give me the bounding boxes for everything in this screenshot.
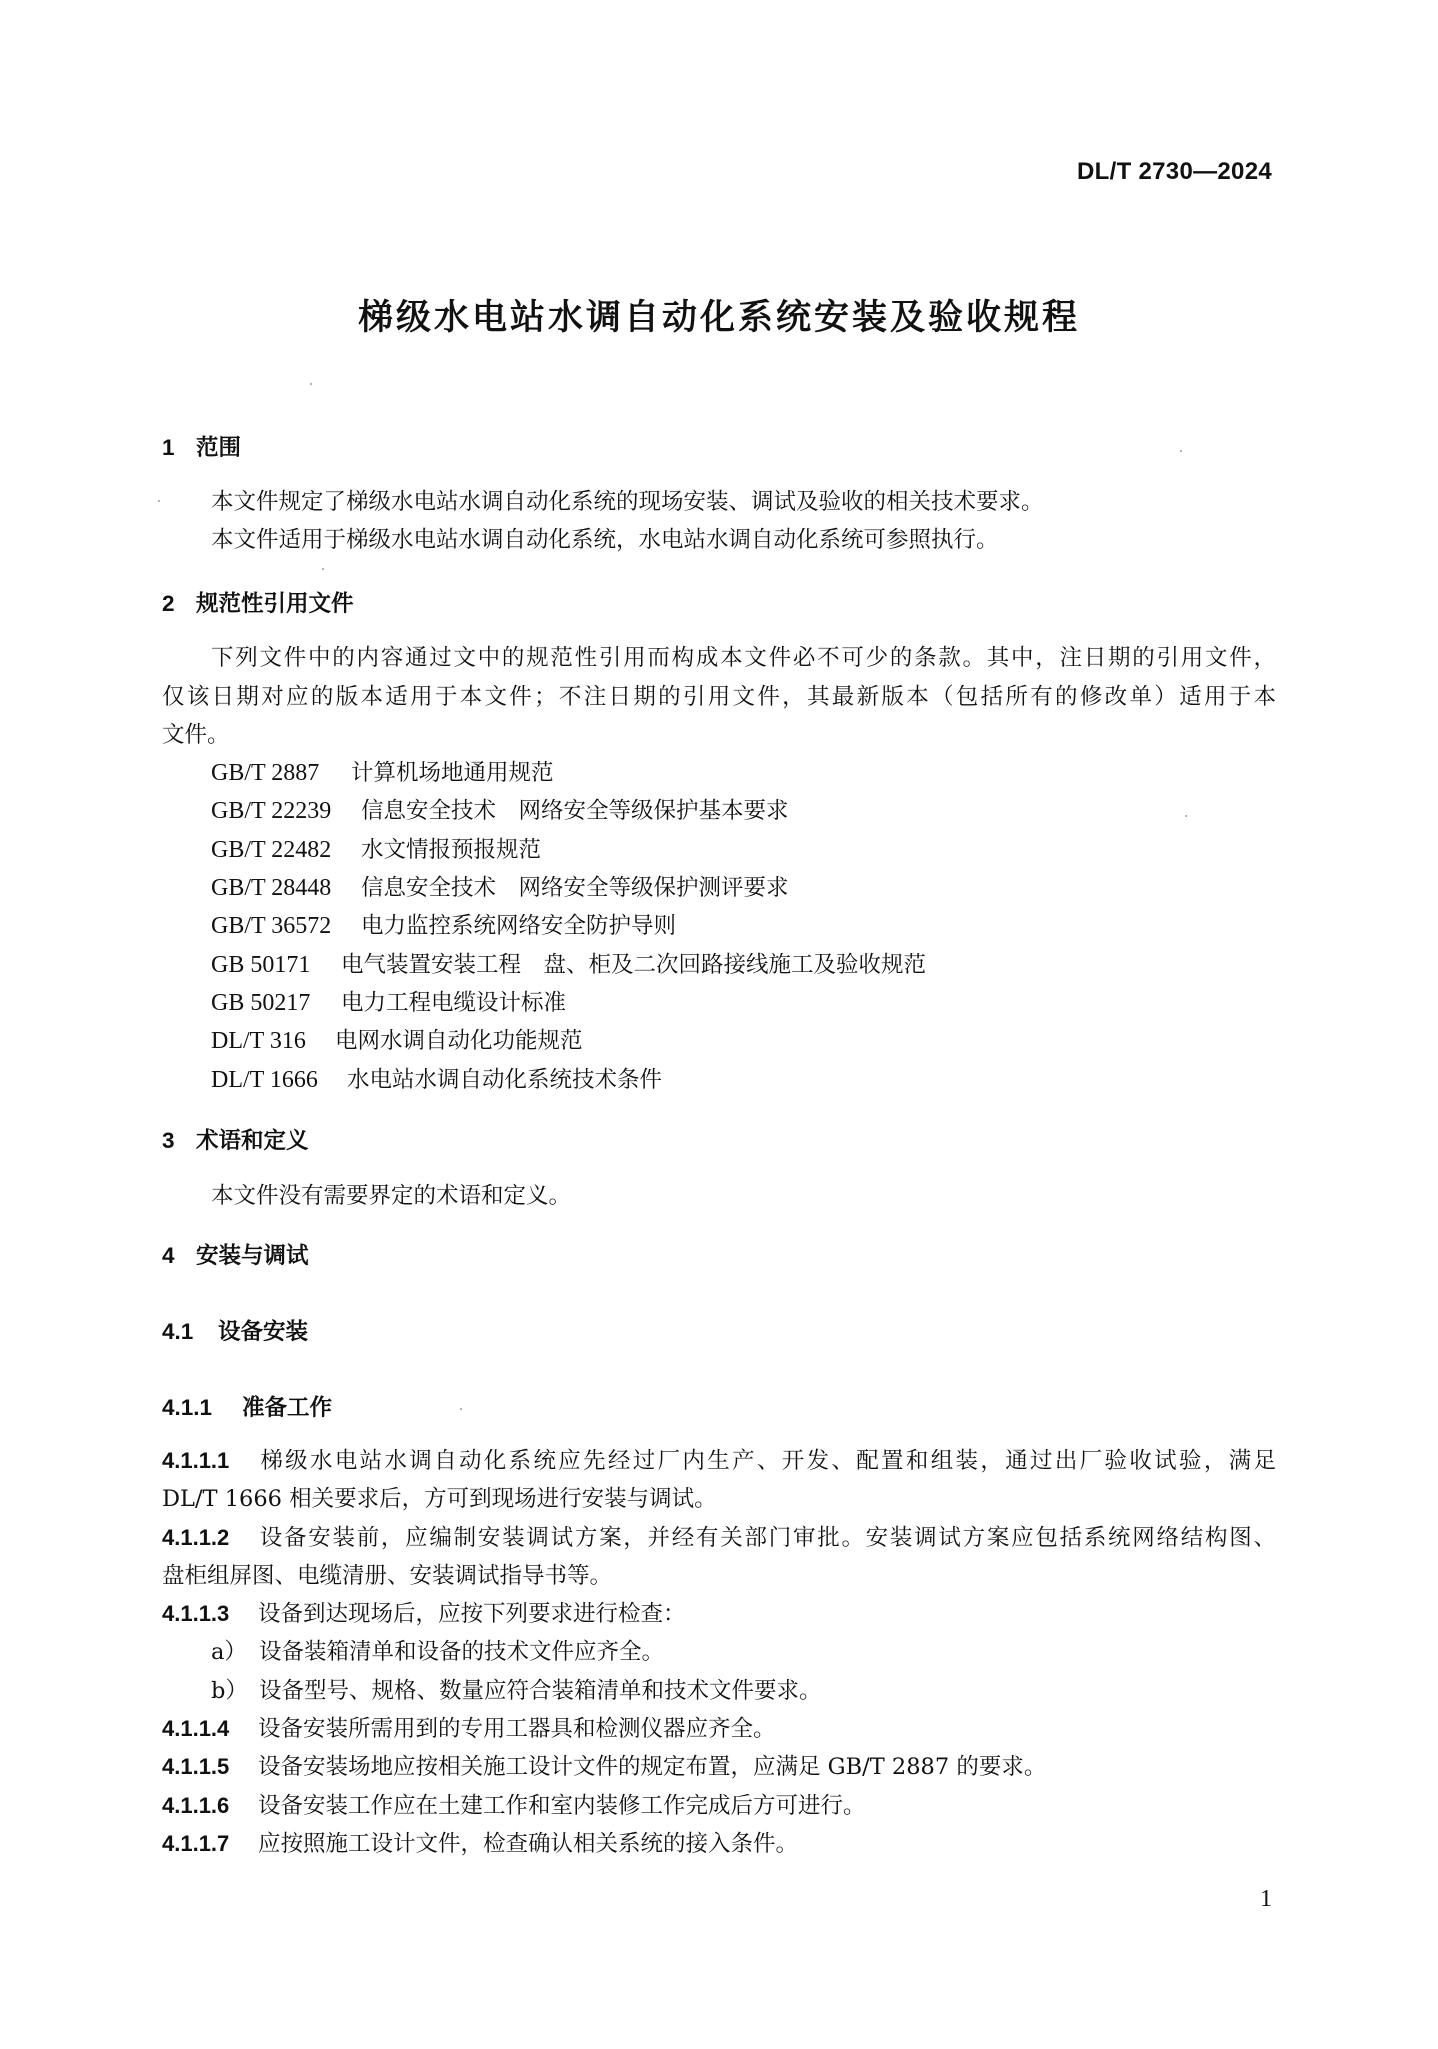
- reference-name: 信息安全技术 网络安全等级保护基本要求: [361, 798, 789, 824]
- reference-name: 计算机场地通用规范: [351, 760, 554, 786]
- reference-code: DL/T 1666: [211, 1067, 318, 1093]
- clause-4-1-1-6: [162, 1792, 866, 1820]
- clause-number: 4.1.1.2: [162, 1525, 230, 1550]
- section-number: 4: [162, 1243, 175, 1268]
- reference-item: [211, 912, 676, 940]
- list-item-b: [211, 1677, 822, 1705]
- clause-4-1-1-5: [162, 1753, 1046, 1781]
- clause-number: 4.1.1.3: [162, 1601, 230, 1626]
- subsection-4-1-heading: [162, 1318, 308, 1346]
- reference-item: [211, 797, 789, 825]
- section-number: 4.1.1: [162, 1395, 213, 1420]
- clause-text: 应按照施工设计文件，检查确认相关系统的接入条件。: [258, 1831, 799, 1857]
- clause-number: 4.1.1.6: [162, 1793, 230, 1818]
- document-title: 梯级水电站水调自动化系统安装及验收规程: [357, 298, 1080, 338]
- section-title: 术语和定义: [196, 1128, 309, 1154]
- reference-code: GB/T 2887: [211, 760, 320, 786]
- section-number: 4.1: [162, 1319, 194, 1344]
- reference-item: [211, 874, 789, 902]
- reference-name: 电网水调自动化功能规范: [335, 1028, 583, 1054]
- section-2-heading: [162, 590, 354, 618]
- paragraph-line: 下列文件中的内容通过文中的规范性引用而构成本文件必不可少的条款。其中，注日期的引用文件，: [211, 645, 1276, 671]
- list-text: 设备装箱清单和设备的技术文件应齐全。: [259, 1639, 665, 1665]
- reference-item: [211, 1027, 583, 1055]
- section-title: 规范性引用文件: [196, 591, 354, 617]
- section-number: 3: [162, 1128, 175, 1153]
- clause-number: 4.1.1.1: [162, 1448, 230, 1473]
- section-number: 2: [162, 591, 175, 616]
- section-4-heading: [162, 1242, 309, 1270]
- list-item-a: [211, 1638, 664, 1666]
- reference-name: 电气装置安装工程 盘、柜及二次回路接线施工及验收规范: [341, 952, 927, 978]
- clause-4-1-1-1-line-2: DL/T 1666 相关要求后，方可到现场进行安装与调试。: [162, 1486, 717, 1512]
- clause-4-1-1-2-line-1: [162, 1524, 1276, 1552]
- scan-speck: [1180, 450, 1182, 452]
- section-number: 1: [162, 435, 175, 460]
- page-number: 1: [1260, 1886, 1272, 1912]
- paragraph: 本文件规定了梯级水电站水调自动化系统的现场安装、调试及验收的相关技术要求。: [211, 489, 1044, 515]
- section-title: 安装与调试: [196, 1243, 309, 1269]
- reference-name: 信息安全技术 网络安全等级保护测评要求: [361, 875, 789, 901]
- reference-item: [211, 951, 926, 979]
- clause-text: 设备安装所需用到的专用工器具和检测仪器应齐全。: [258, 1716, 776, 1742]
- reference-name: 水电站水调自动化系统技术条件: [347, 1067, 663, 1093]
- list-text: 设备型号、规格、数量应符合装箱清单和技术文件要求。: [259, 1678, 822, 1704]
- clause-text: 设备到达现场后，应按下列要求进行检查：: [258, 1601, 686, 1627]
- reference-code: GB/T 22239: [211, 798, 332, 824]
- section-title: 准备工作: [242, 1395, 333, 1421]
- paragraph-line: 文件。: [162, 722, 230, 748]
- section-3-heading: [162, 1127, 309, 1155]
- standard-code: DL/T 2730—2024: [1077, 158, 1272, 185]
- reference-code: GB 50217: [211, 990, 311, 1016]
- reference-code: GB 50171: [211, 952, 311, 978]
- clause-4-1-1-4: [162, 1715, 776, 1743]
- reference-item: [211, 1066, 662, 1094]
- clause-4-1-1-1-line-1: [162, 1447, 1276, 1475]
- reference-item: [211, 989, 566, 1017]
- scan-speck: [1185, 815, 1187, 817]
- reference-code: GB/T 28448: [211, 875, 332, 901]
- reference-name: 水文情报预报规范: [361, 837, 542, 863]
- paragraph: 本文件适用于梯级水电站水调自动化系统，水电站水调自动化系统可参照执行。: [211, 527, 999, 553]
- reference-code: GB/T 22482: [211, 837, 332, 863]
- section-1-heading: [162, 434, 241, 462]
- clause-text: 设备安装前，应编制安装调试方案，并经有关部门审批。安装调试方案应包括系统网络结构图、: [258, 1525, 1276, 1551]
- section-title: 设备安装: [218, 1319, 309, 1345]
- list-label: b）: [211, 1678, 248, 1704]
- paragraph: 本文件没有需要界定的术语和定义。: [211, 1183, 572, 1209]
- section-title: 范围: [196, 435, 242, 461]
- clause-4-1-1-7: [162, 1830, 798, 1858]
- subsection-4-1-1-heading: [162, 1394, 332, 1422]
- scan-speck: [158, 500, 160, 502]
- clause-text: 设备安装工作应在土建工作和室内装修工作完成后方可进行。: [258, 1793, 866, 1819]
- scan-speck: [310, 383, 312, 385]
- clause-4-1-1-3: [162, 1600, 686, 1628]
- clause-number: 4.1.1.4: [162, 1716, 230, 1741]
- reference-item: [211, 836, 541, 864]
- reference-code: GB/T 36572: [211, 913, 332, 939]
- scan-speck: [460, 1408, 462, 1410]
- reference-name: 电力监控系统网络安全防护导则: [361, 913, 677, 939]
- reference-name: 电力工程电缆设计标准: [341, 990, 567, 1016]
- scan-speck: [322, 568, 324, 570]
- clause-number: 4.1.1.7: [162, 1831, 230, 1856]
- reference-item: [211, 759, 554, 787]
- paragraph-line: 仅该日期对应的版本适用于本文件；不注日期的引用文件，其最新版本（包括所有的修改单）适用于本: [162, 684, 1276, 710]
- reference-code: DL/T 316: [211, 1028, 306, 1054]
- clause-number: 4.1.1.5: [162, 1754, 230, 1779]
- clause-text: 梯级水电站水调自动化系统应先经过厂内生产、开发、配置和组装，通过出厂验收试验，满足: [258, 1448, 1276, 1474]
- clause-4-1-1-2-line-2: 盘柜组屏图、电缆清册、安装调试指导书等。: [162, 1563, 613, 1589]
- clause-text: 设备安装场地应按相关施工设计文件的规定布置，应满足 GB/T 2887 的要求。: [258, 1754, 1047, 1780]
- list-label: a）: [211, 1639, 247, 1665]
